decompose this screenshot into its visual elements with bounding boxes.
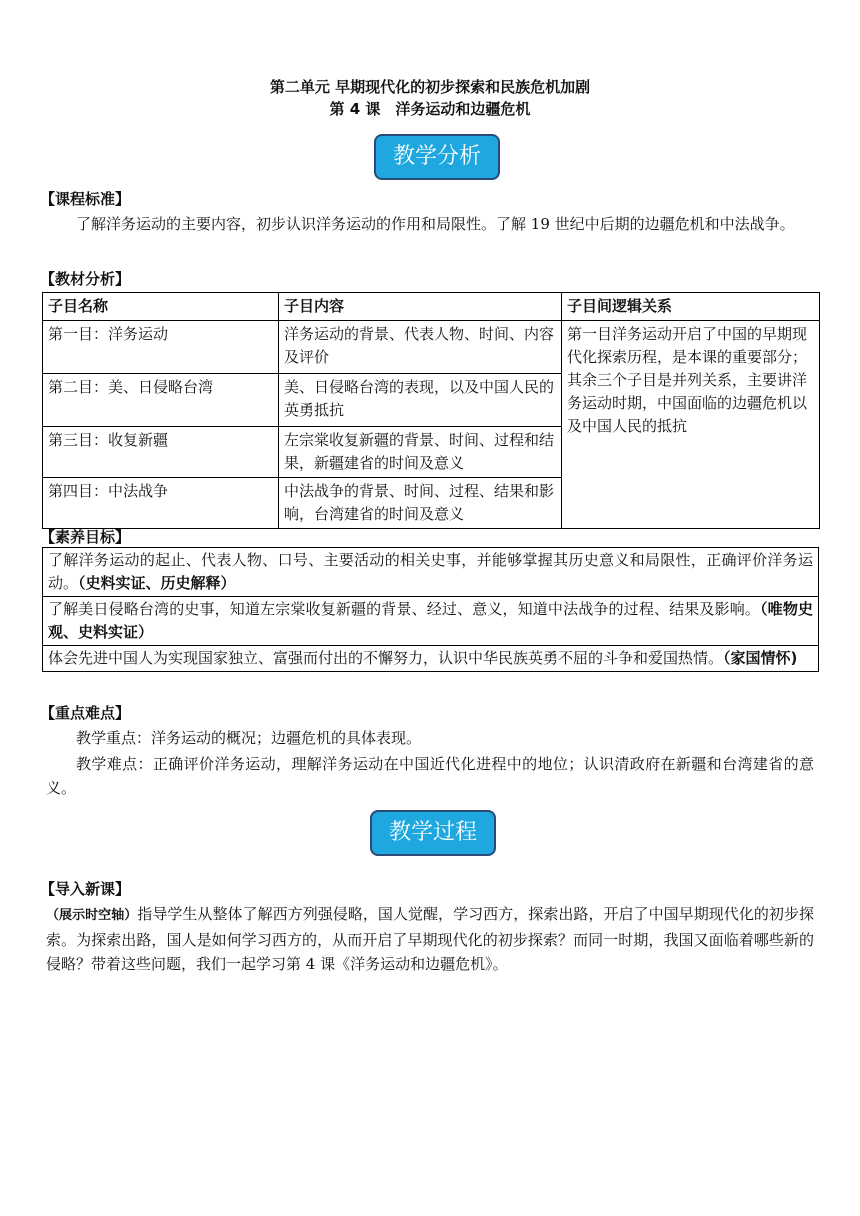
table-header-row bbox=[43, 293, 820, 321]
goal-tag: （唯物史观、史料实证） bbox=[48, 600, 813, 641]
column-header: 子目内容 bbox=[279, 293, 562, 321]
goal-text: 了解洋务运动的起止、代表人物、口号、主要活动的相关史事，并能够掌握其历史意义和局限性，正确评价洋务运动。 bbox=[48, 551, 813, 592]
goal-tag: （史料实证、历史解释） bbox=[78, 574, 236, 592]
curriculum-text: 了解洋务运动的主要内容，初步认识洋务运动的作用和局限性。了解 19 世纪中后期的边疆危机和中法战争。 bbox=[76, 215, 795, 233]
row-content: 中法战争的背景、时间、过程、结果和影响，台湾建省的时间及意义 bbox=[279, 478, 562, 529]
key-points-heading: 【重点难点】 bbox=[40, 704, 131, 722]
row-name: 第四目：中法战争 bbox=[43, 478, 279, 529]
goal-tag: （家国情怀) bbox=[723, 649, 798, 667]
row-name: 第一目：洋务运动 bbox=[43, 321, 279, 374]
literacy-goal bbox=[43, 597, 818, 646]
row-name: 第三目：收复新疆 bbox=[43, 427, 279, 478]
row-content: 洋务运动的背景、代表人物、时间、内容及评价 bbox=[279, 321, 562, 374]
curriculum-heading: 【课程标准】 bbox=[40, 190, 131, 208]
column-header: 子目名称 bbox=[43, 293, 279, 321]
teaching-difficulty: 教学难点：正确评价洋务运动，理解洋务运动在中国近代化进程中的地位；认识清政府在新疆和台湾建省的意义。 bbox=[46, 755, 814, 797]
intro-heading: 【导入新课】 bbox=[40, 880, 131, 898]
lesson-title: 第 4 课 洋务运动和边疆危机 bbox=[329, 100, 531, 118]
teaching-focus: 教学重点：洋务运动的概况；边疆危机的具体表现。 bbox=[76, 729, 422, 747]
column-header: 子目间逻辑关系 bbox=[562, 293, 820, 321]
intro-label: （展示时空轴） bbox=[46, 908, 138, 923]
intro-text: 指导学生从整体了解西方列强侵略，国人觉醒，学习西方，探索出路，开启了中国早期现代化的初步探索。为探索出路，国人是如何学习西方的，从而开启了早期现代化的初步探索？而同一时期，我国又面临着哪些新的侵略？带着这些问题，我们一起学习第 4 课《洋务运动和边疆危机》。 bbox=[46, 905, 814, 973]
goal-text: 了解美日侵略台湾的史事，知道左宗棠收复新疆的背景、经过、意义，知道中法战争的过程、结果及影响。 bbox=[48, 600, 761, 618]
teaching-process-badge: 教学过程 bbox=[370, 810, 496, 856]
unit-title: 第二单元 早期现代化的初步探索和民族危机加剧 bbox=[269, 78, 591, 96]
goal-text: 体会先进中国人为实现国家独立、富强而付出的不懈努力，认识中华民族英勇不屈的斗争和爱国热情。 bbox=[48, 649, 724, 667]
teaching-analysis-badge: 教学分析 bbox=[374, 134, 500, 180]
row-content: 美、日侵略台湾的表现，以及中国人民的英勇抵抗 bbox=[279, 374, 562, 427]
literacy-heading: 【素养目标】 bbox=[40, 528, 131, 546]
literacy-goal bbox=[43, 646, 818, 671]
material-table bbox=[42, 292, 820, 529]
relation-cell: 第一目洋务运动开启了中国的早期现代化探索历程，是本课的重要部分；其余三个子目是并列关系，主要讲洋务运动时期，中国面临的边疆危机以及中国人民的抵抗 bbox=[562, 321, 820, 529]
row-name: 第二目：美、日侵略台湾 bbox=[43, 374, 279, 427]
literacy-goal bbox=[43, 548, 818, 597]
intro-paragraph bbox=[46, 902, 814, 976]
material-heading: 【教材分析】 bbox=[40, 270, 131, 288]
table-row bbox=[43, 321, 820, 374]
literacy-goals-box bbox=[42, 547, 819, 672]
row-content: 左宗棠收复新疆的背景、时间、过程和结果，新疆建省的时间及意义 bbox=[279, 427, 562, 478]
